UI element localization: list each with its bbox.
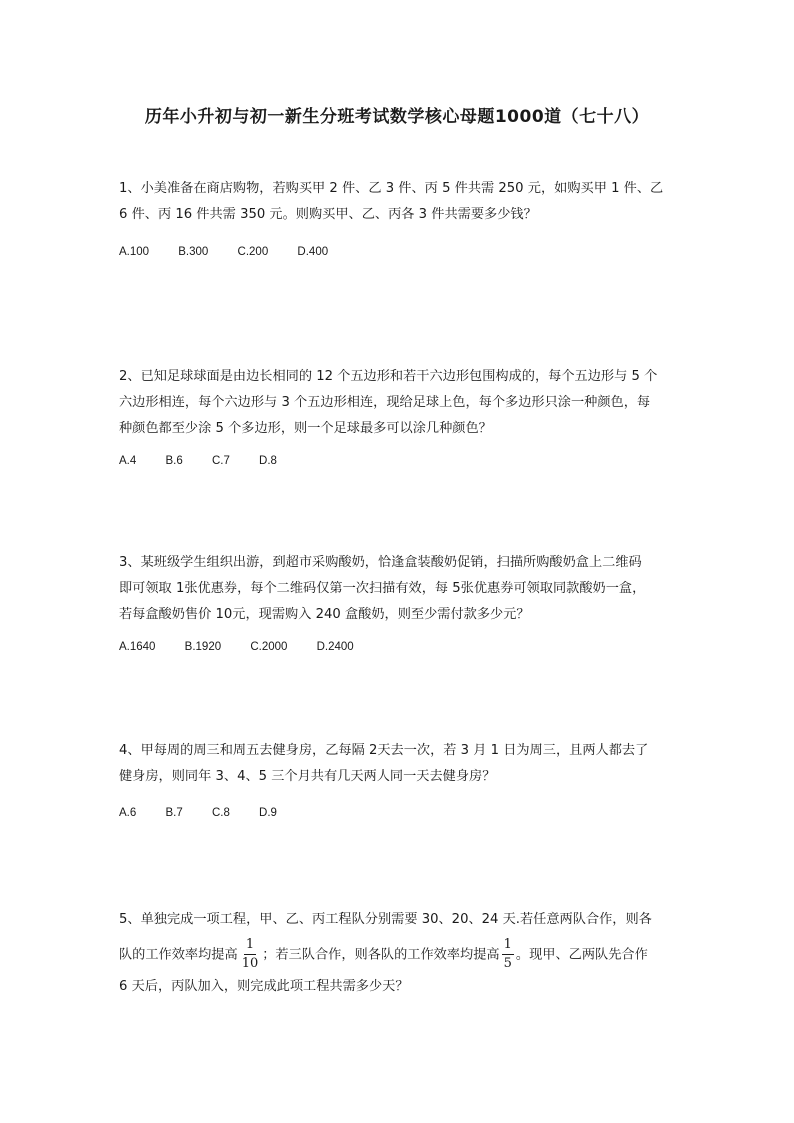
question-1 bbox=[119, 176, 677, 228]
option-b: B.6 bbox=[165, 455, 183, 467]
option-a: A.4 bbox=[119, 455, 137, 467]
question-text-line: 六边形相连，每个六边形与 3 个五边形相连，现给足球上色，每个多边形只涂一种颜色，每 bbox=[119, 395, 651, 410]
question-text-segment: 。现甲、乙两队先合作 bbox=[515, 947, 648, 963]
fraction-numerator: 1 bbox=[244, 936, 256, 955]
option-d: D.9 bbox=[259, 807, 277, 819]
option-b: B.1920 bbox=[184, 641, 222, 653]
fraction-denominator: 5 bbox=[503, 956, 512, 971]
question-4 bbox=[119, 738, 677, 790]
question-3-options bbox=[119, 637, 380, 657]
question-text-line: 5、单独完成一项工程，甲、乙、丙工程队分别需要 30、20、24 天.若任意两队合作，则各 bbox=[119, 912, 652, 927]
question-4-options bbox=[119, 803, 303, 823]
question-text-line: 健身房，则同年 3、4、5 三个月共有几天两人同一天去健身房？ bbox=[119, 769, 496, 784]
question-text-line: 2、已知足球球面是由边长相同的 12 个五边形和若干六边形包围构成的，每个五边形与 5 个 bbox=[119, 369, 658, 384]
option-c: C.7 bbox=[211, 455, 230, 467]
question-2 bbox=[119, 364, 677, 442]
option-a: A.1640 bbox=[119, 641, 156, 653]
option-c: C.200 bbox=[237, 246, 269, 258]
question-5 bbox=[119, 906, 677, 1001]
page-title: 历年小升初与初一新生分班考试数学核心母题1000道（七十八） bbox=[144, 107, 650, 127]
option-a: A.100 bbox=[119, 246, 150, 258]
question-text-line: 4、甲每周的周三和周五去健身房，乙每隔 2天去一次，若 3 月 1 日为周三，且两人都去了 bbox=[119, 743, 649, 758]
question-text-line: 6 天后，丙队加入，则完成此项工程共需多少天？ bbox=[119, 979, 409, 994]
question-text-line: 3、某班级学生组织出游，到超市采购酸奶，恰逢盒装酸奶促销，扫描所购酸奶盒上二维码 bbox=[119, 555, 642, 570]
question-text-line: 种颜色都至少涂 5 个多边形，则一个足球最多可以涂几种颜色？ bbox=[119, 421, 492, 436]
option-b: B.7 bbox=[165, 807, 183, 819]
fraction-one-tenth bbox=[240, 936, 261, 973]
option-d: D.8 bbox=[259, 455, 277, 467]
fraction-one-fifth bbox=[502, 936, 514, 973]
question-text-line: 1、小美准备在商店购物，若购买甲 2 件、乙 3 件、丙 5 件共需 250 元，如购买甲 1 件、乙 bbox=[119, 181, 664, 196]
question-1-options bbox=[119, 242, 354, 262]
option-c: C.2000 bbox=[250, 641, 288, 653]
question-text-segment: ；若三队合作，则各队的工作效率均提高 bbox=[262, 947, 500, 963]
question-3 bbox=[119, 550, 677, 628]
question-2-options bbox=[119, 451, 303, 471]
fraction-denominator: 10 bbox=[241, 956, 259, 971]
option-b: B.300 bbox=[178, 246, 209, 258]
fraction-numerator: 1 bbox=[502, 936, 514, 955]
option-a: A.6 bbox=[119, 807, 137, 819]
question-text-line: 即可领取 1张优惠券，每个二维码仅第一次扫描有效，每 5张优惠券可领取同款酸奶一盒， bbox=[119, 581, 646, 596]
option-d: D.400 bbox=[297, 246, 329, 258]
question-text-line: 6 件、丙 16 件共需 350 元。则购买甲、乙、丙各 3 件共需要多少钱？ bbox=[119, 207, 537, 222]
question-text-segment: 队的工作效率均提高 bbox=[119, 947, 238, 963]
question-text-line bbox=[119, 936, 677, 973]
question-text-line: 若每盒酸奶售价 10元，现需购入 240 盒酸奶，则至少需付款多少元？ bbox=[119, 607, 530, 622]
option-c: C.8 bbox=[211, 807, 230, 819]
option-d: D.2400 bbox=[316, 641, 354, 653]
